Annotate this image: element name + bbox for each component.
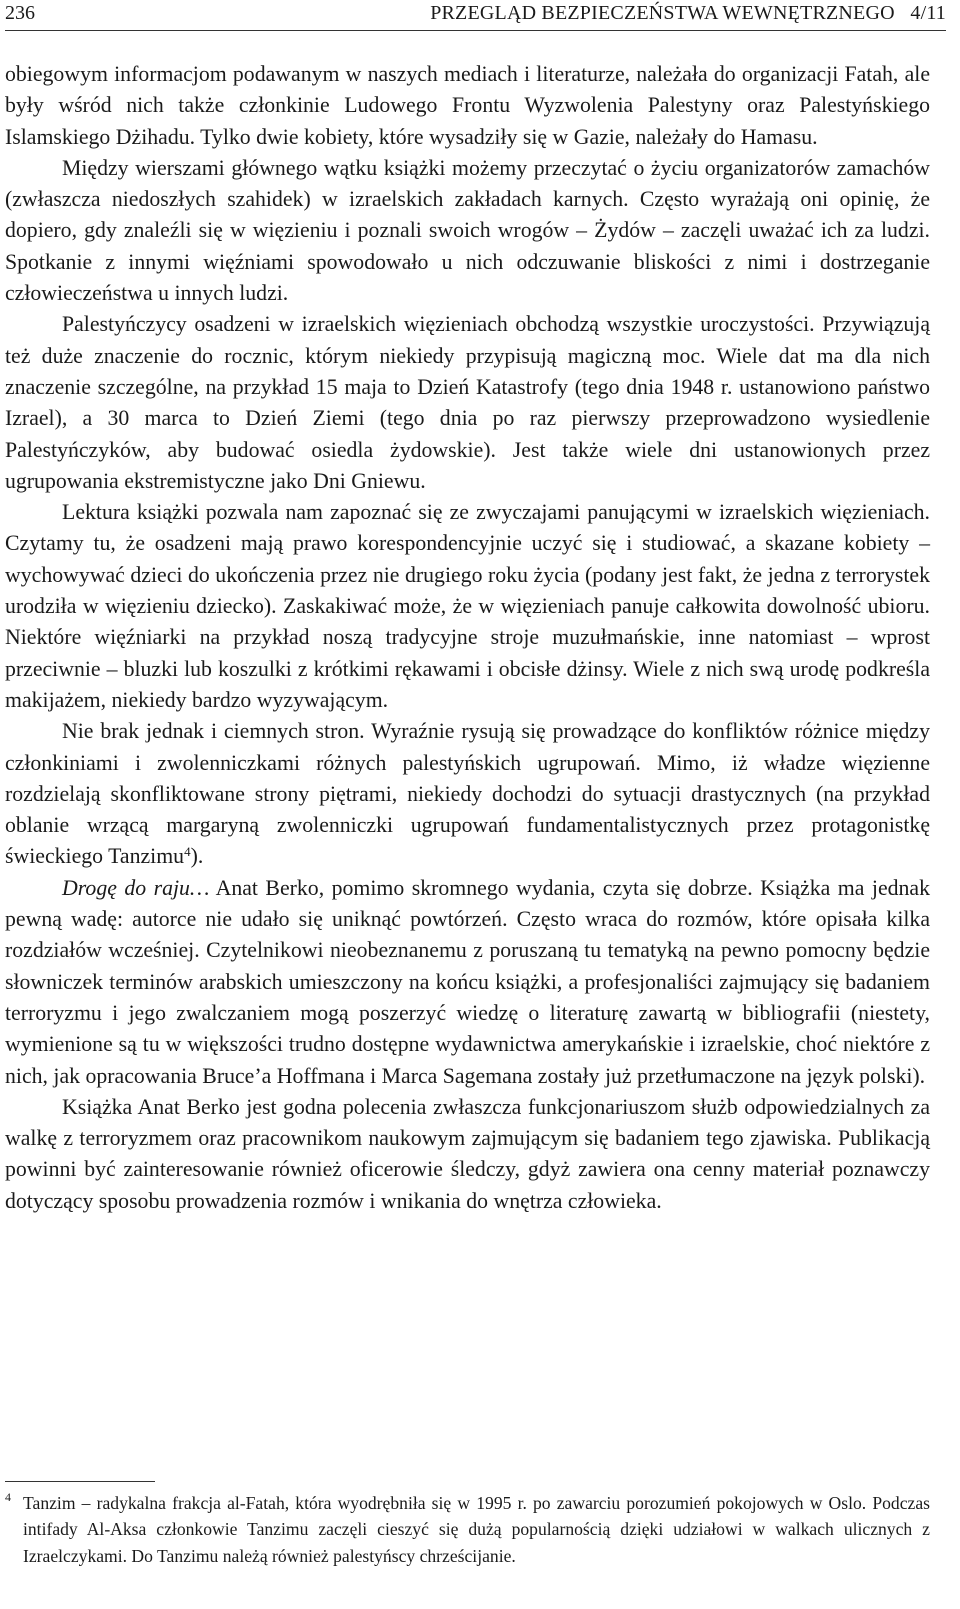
paragraph-2: Między wierszami głównego wątku książki możemy przeczytać o życiu organizatorów zamachów (zwłaszcza niedoszłych szahidek) w izraelskich zakładach karnych. Często wyrażają oni opinię, że dopiero, gdy znaleźli się w więzieniu i poznali swoich wrogów – Żydów – zaczęli uważać ich za ludzi. Spotkanie z innymi więźniami spowodowało u nich odczuwanie bliskości z nimi i dostrzeganie człowieczeństwa u innych ludzi. — [5, 155, 930, 306]
footnote-divider — [5, 1481, 155, 1482]
paragraph-5-tail: ). — [190, 844, 204, 869]
footnote-text: Tanzim – radykalna frakcja al-Fatah, która wyodrębniła się w 1995 r. po zawarciu porozumień pokojowych w Oslo. Podczas intifady Al-Aksa członkowie Tanzimu zaczęli cieszyć się dużą popularnością dzięki udziałowi w walkach ulicznych z Izraelczykami. Do Tanzimu należą również palestyńscy chrześcijanie. — [23, 1493, 930, 1566]
running-header — [5, 0, 946, 31]
running-title — [430, 0, 946, 26]
footnote-reference: 4 — [184, 844, 191, 860]
book-title: Drogę do raju… — [62, 875, 210, 900]
paragraph-7: Książka Anat Berko jest godna polecenia zwłaszcza funkcjonariuszom służb odpowiedzialnych za walkę z terroryzmem oraz pracownikom naukowym zajmującym się badaniem tego zjawiska. Publikacją powinni być zainteresowanie również oficerowie śledczy, gdyż zawiera ona cenny materiał poznawczy dotyczący sposobu prowadzenia rozmów i wnikania do wnętrza człowieka. — [5, 1094, 930, 1213]
journal-title: PRZEGLĄD BEZPIECZEŃSTWA WEWNĘTRZNEGO — [430, 2, 895, 24]
footnote — [5, 1490, 930, 1569]
paragraph-3: Palestyńczycy osadzeni w izraelskich więzieniach obchodzą wszystkie uroczystości. Przywiązują też duże znaczenie do rocznic, którym niekiedy przypisują magiczną moc. Wiele dat ma dla nich znaczenie szczególne, na przykład 15 maja to Dzień Katastrofy (tego dnia 1948 r. ustanowiono państwo Izrael), a 30 marca to Dzień Ziemi (tego dnia po raz pierwszy przeprowadzono wysiedlenie Palestyńczyków, aby budować osiedla żydowskie). Jest także wiele dni ustanowionych przez ugrupowania ekstremistyczne jako Dni Gniewu. — [5, 312, 930, 493]
article-body — [5, 59, 930, 1217]
paragraph-6-text: Anat Berko, pomimo skromnego wydania, czyta się dobrze. Książka ma jednak pewną wadę: autorce nie udało się uniknąć powtórzeń. Często wraca do rozmów, które opisała kilka rozdziałów wcześniej. Czytelnikowi nieobeznanemu z poruszaną tu tematyką na pewno pomocny będzie słowniczek terminów arabskich umieszczony na końcu książki, a profesjonaliści zajmujący się badaniem terroryzmu i jego zwalczaniem mogą poszerzyć wiedzę o literaturę zawartą w bibliografii (niestety, wymienione są tu w większości trudno dostępne wydawnictwa amerykańskie i izraelskie, choć niektóre z nich, jak opracowania Bruce’a Hoffmana i Marca Sagemana zostały już przetłumaczone na język polski). — [5, 875, 930, 1088]
page-number: 236 — [5, 2, 35, 24]
paragraph-5-text: Nie brak jednak i ciemnych stron. Wyraźnie rysują się prowadzące do konfliktów różnice między członkiniami i zwolenniczkami różnych palestyńskich ugrupowań. Mimo, iż władze więzienne rozdzielają skonfliktowane strony piętrami, niekiedy dochodzi do sytuacji drastycznych (na przykład oblanie wrzącą margaryną zwolenniczki ugrupowań fundamentalistycznych przez protagonistkę świeckiego Tanzimu — [5, 719, 930, 869]
paragraph-5 — [5, 716, 930, 872]
issue-number: 4/11 — [910, 2, 946, 24]
footnote-number: 4 — [5, 1490, 11, 1504]
paragraph-6 — [5, 873, 930, 1092]
paragraph-1: obiegowym informacjom podawanym w naszych mediach i literaturze, należała do organizacji Fatah, ale były wśród nich także członkinie Ludowego Frontu Wyzwolenia Palestyny oraz Palestyńskiego Islamskiego Dżihadu. Tylko dwie kobiety, które wysadziły się w Gazie, należały do Hamasu. — [5, 62, 930, 149]
paragraph-4: Lektura książki pozwala nam zapoznać się ze zwyczajami panującymi w izraelskich więzieniach. Czytamy tu, że osadzeni mają prawo korespondencyjnie uczyć się i studiować, a skazane kobiety – wychowywać dzieci do ukończenia przez nie drugiego roku życia (podany jest fakt, że jedna z terrorystek urodziła w więzieniu dziecko). Zaskakiwać może, że w więzieniach panuje całkowita dowolność ubioru. Niektóre więźniarki na przykład noszą tradycyjne stroje muzułmańskie, inne natomiast – wprost przeciwnie – bluzki lub koszulki z krótkimi rękawami i obcisłe dżinsy. Wiele z nich swą urodę podkreśla makijażem, niekiedy bardzo wyzywającym. — [5, 500, 930, 712]
